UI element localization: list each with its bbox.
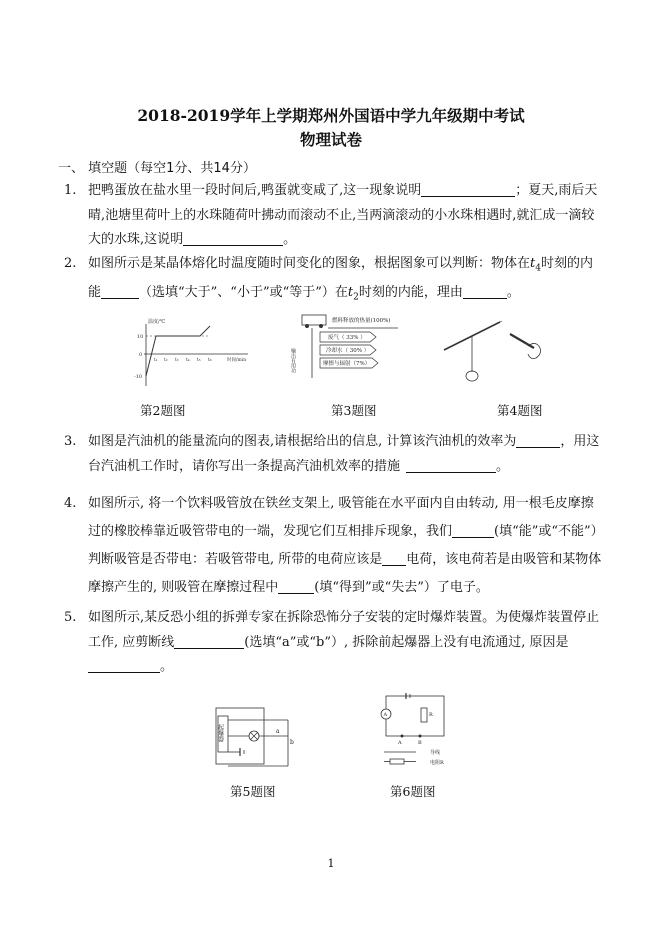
- question-1: [64, 179, 604, 253]
- fig3-side-label: 输出有用功: [290, 348, 296, 373]
- fig6-label-R: R: [429, 712, 433, 718]
- fig3-top-label: 燃料释放的热量(100%): [332, 318, 391, 324]
- answer-blank[interactable]: [382, 550, 406, 566]
- fig6-label-B: B: [418, 740, 422, 746]
- fig5-device-label: 起爆器: [216, 724, 224, 742]
- fig5-label-b: b: [290, 739, 294, 746]
- tick-label: 10: [137, 334, 144, 340]
- answer-blank[interactable]: [516, 432, 560, 448]
- fig6-legend-resistor: 电阻R: [430, 760, 444, 766]
- question-text: ；夏天,雨后天晴,池塘里荷叶上的水珠随荷叶拂动而滚动不止,当两滴滚动的小水珠相遇时,就汇成一滴较大的水珠,这说明: [88, 183, 598, 247]
- t-label: t₅: [197, 358, 201, 363]
- tick-label: 0: [139, 352, 143, 358]
- question-text: 时刻的内能，理由: [358, 285, 463, 301]
- fig4-caption: 第4题图: [497, 403, 543, 418]
- question-text: (选填“a”或“b”）, 拆除前起爆器上没有电流通过, 原因是: [244, 634, 569, 650]
- t-label: t₃: [175, 358, 179, 363]
- question-text: (填“能”或“不能”）判断吸管是否带电：若吸管带电, 所带的电荷应该是: [88, 524, 604, 567]
- t2-symbol: t: [347, 285, 354, 301]
- t4-subscript: 4: [535, 263, 541, 274]
- t-label: t₄: [186, 358, 190, 363]
- fig5-caption: 第5题图: [230, 784, 276, 799]
- section-heading: 一、 填空题（每空1分、共14分）: [58, 161, 256, 176]
- svg-text:A: A: [383, 712, 388, 718]
- fig6-legend-wire: 导线: [430, 750, 441, 756]
- page-subtitle: 物理试卷: [299, 130, 362, 149]
- question-text: 。: [160, 659, 174, 674]
- question-text: 。: [283, 232, 297, 247]
- question-text: 如图所示是某晶体熔化时温度随时间变化的图象，根据图象可以判断：物体在: [88, 256, 531, 271]
- y-axis-label: 温度/℃: [148, 319, 166, 325]
- question-number: 1.: [64, 183, 77, 198]
- answer-blank[interactable]: [183, 230, 283, 246]
- answer-blank[interactable]: [101, 283, 139, 299]
- question-text: (填“得到”或“失去”）了电子。: [314, 580, 489, 595]
- question-text: 电荷，该电荷若是由吸管和某物体摩擦产生的, 则吸管在摩擦过程中: [88, 552, 602, 595]
- answer-blank[interactable]: [278, 578, 314, 594]
- fig2-temperature-graph: [130, 316, 250, 388]
- question-text: 如图所示, 将一个饮料吸管放在铁丝支架上, 吸管能在水平面内自由转动, 用一根毛皮摩擦过的橡胶棒靠近吸管带电的一端，发现它们互相排斥现象，我们: [88, 496, 594, 539]
- t-label: t₂: [164, 358, 168, 363]
- fig4-straw-rod: [438, 316, 550, 386]
- answer-blank[interactable]: [463, 283, 507, 299]
- question-3: [64, 430, 604, 479]
- fig5-label-a: a: [276, 728, 280, 735]
- question-text: 把鸭蛋放在盐水里一段时间后,鸭蛋就变咸了,这一现象说明: [88, 183, 422, 198]
- x-axis-label: 时间/min: [227, 358, 247, 363]
- fig3-caption: 第3题图: [331, 403, 377, 418]
- answer-blank[interactable]: [88, 657, 160, 673]
- question-text: 如图所示,某反恐小组的拆弹专家在拆除恐怖分子安装的定时爆炸装置。为使爆炸装置停止工作, 应剪断线: [88, 610, 600, 650]
- fig3-row-exhaust: 废气（ 33% ）: [328, 335, 366, 341]
- question-text: 如图是汽油机的能量流向的图表,请根据给出的信息, 计算该汽油机的效率为: [88, 434, 517, 449]
- fig2-caption: 第2题图: [140, 403, 186, 418]
- answer-blank[interactable]: [452, 522, 494, 538]
- fig5-detonator-circuit: [214, 706, 298, 774]
- page-title: 2018-2019学年上学期郑州外国语中学九年级期中考试: [137, 106, 525, 125]
- t-label: t₆: [208, 358, 212, 363]
- tick-label: -10: [134, 374, 143, 380]
- fig3-energy-flow: [290, 312, 410, 384]
- question-number: 3.: [64, 434, 77, 449]
- question-text: 时刻的内能: [88, 256, 593, 301]
- t2-subscript: 2: [353, 292, 359, 303]
- question-number: 4.: [64, 496, 77, 511]
- fig3-row-cooling: 冷却水（ 30% ）: [326, 348, 370, 354]
- t4-symbol: t: [530, 256, 536, 271]
- page-number: 1: [327, 857, 335, 870]
- fig6-label-A: A: [398, 740, 402, 746]
- t-label: t₁: [154, 358, 158, 363]
- question-text: 。: [496, 458, 510, 474]
- question-text: ，用这台汽油机工作时，请你写出一条提高汽油机效率的措施: [88, 434, 600, 474]
- question-5: [64, 606, 604, 680]
- question-4: [64, 490, 604, 602]
- question-2: [64, 252, 604, 310]
- question-number: 5.: [64, 610, 77, 625]
- fig3-row-friction: 摩擦与辐射（7%）: [323, 361, 371, 367]
- fig6-circuit: [376, 692, 468, 770]
- fig6-caption: 第6题图: [390, 784, 436, 799]
- answer-blank[interactable]: [174, 633, 244, 649]
- question-number: 2.: [64, 256, 77, 271]
- answer-blank[interactable]: [406, 457, 496, 473]
- question-text: （选填“大于”、“小于”或“等于”）在: [139, 285, 348, 301]
- answer-blank[interactable]: [421, 181, 515, 197]
- question-text: 。: [506, 285, 520, 301]
